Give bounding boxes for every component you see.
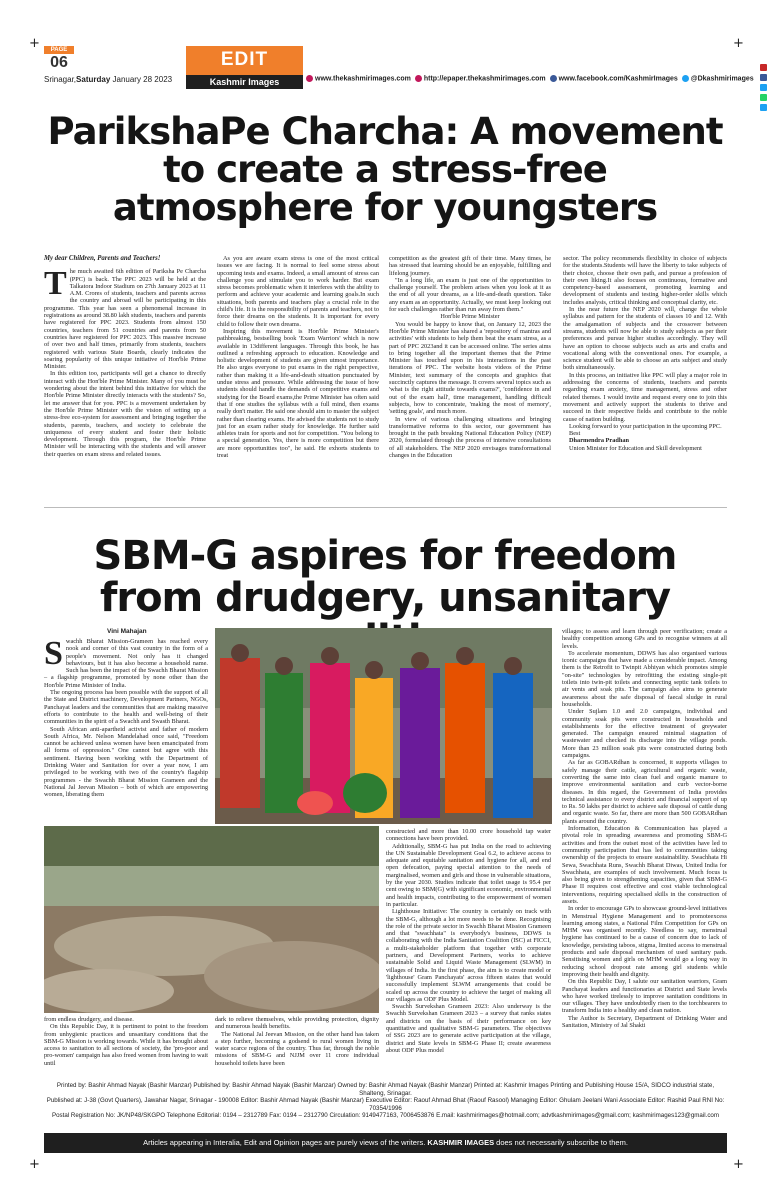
article1-author-title: Union Minister for Education and Skill development	[569, 444, 702, 452]
article1-paragraph: competition as the greatest gift of their time. Many times, he has stressed that learning should be an enjoyable, fulfilling and lifelong journey.	[389, 255, 551, 277]
twitter-link[interactable]: @Dkashmirimages	[682, 75, 754, 82]
article2-column-1-continued	[44, 1016, 208, 1067]
rally-crowd-photo	[44, 826, 379, 1013]
page-number-tag	[44, 46, 74, 72]
article2-headline: SBM-G aspires for freedom from drudgery, unsanitary	[93, 533, 677, 621]
article1-paragraph: The much awaited 6th edition of Pariksha Pe Charcha (PPC) is back. The PPC 2023 will be held at the Talkatora Indoor Stadium on 27th January 2023 at 11 A.M. Crores of students, teachers and parents across the country and abroad will be participating in this programme. This year has seen a phenomenal increase in registrations as around 38.80 lakh students, teachers and parents have registered for PPC 2023. Students from almost 150 countries, teachers from 51 countries and parents from 50 countries have registered for PPC 2023. This massive increase of over two and half times, primarily from students, teachers registered with various State Boards, clearly indicates the soaring popularity of this unique initiative of Hon'ble Prime Minister.	[44, 265, 206, 371]
dropcap: T	[44, 265, 67, 303]
whatsapp-icon[interactable]	[760, 94, 767, 101]
imprint-line-3: Postal Registration No: JK/NP48/SKGPO Telephone Editorial: 0194 – 2312789 Fax: 0194 – 2312790 Circulation: 9149477163, 7006453876 E.mail: kashmirimages@hotmail.com; advtkashmirimages@gmail.com; kashmirimages123@gmail.com	[51, 1112, 720, 1119]
epaper-link[interactable]: http://epaper.thekashmirimages.com	[415, 75, 546, 82]
article1-paragraph: You would be happy to know that, on January 12, 2023 the Hon'ble Prime Minister has shared a 'repository of mantras and activities' with students to help them beat the exam stress, as a part of PPC 2023and it can be accessed online. The series aims to bring together all the important themes that the Prime Minister has touched upon in his interactions in the past iterations of PPC. The website hosts videos of the Prime Minister, text summary of the concepts and graphics that succinctly captures the message. It covers several topics such as 'what is the right attitude towards exams?', 'confidence in and out of the exam hall', time management, handling difficult subjects, how to concentrate, 'making the most of memory', 'setting goals', and much more.	[389, 320, 551, 416]
imprint-line-2: Published at: J-38 (Govt Quarters), Jawahar Nagar, Srinagar - 190008 Editor: Bashir Ahmad Nayak (Bashir Manzar) Executive Editor: Raouf Ahmad Bhat (Raouf Rasool) Managing Editor: Ghulam Jeelani Wani Associate Editor: Rashid Paul RNI No: 70354/1996	[46, 1097, 725, 1112]
article2-paragraph: from endless drudgery, and disease.	[44, 1016, 134, 1023]
article2-paragraph: constructed and more than 10.00 crore household tap water connections have been provided.	[386, 828, 551, 843]
article2-paragraph: Additionally, SBM-G has put India on the road to achieving the UN Sustainable Development Goal 6.2, to achieve access to adequate and equitable sanitation and hygiene for all, and end open defecation, paying special attention to the needs of marginalised, women and girls and those in vulnerable situations, by the year 2030. Studies indicate that toilet usage is 95.4 per cent owing to SBM(G) with significant economic, environmental and health impacts, contributing to the empowerment of women in particular.	[386, 842, 551, 908]
page-number: 06	[50, 54, 68, 71]
section-banner	[186, 46, 303, 89]
masthead-links	[306, 75, 754, 82]
globe-icon	[306, 75, 313, 82]
article1-column-1	[44, 255, 206, 458]
dateline-city: Srinagar,	[44, 75, 77, 84]
article2-column-4	[562, 628, 727, 1029]
article2-paragraph: As far as GOBARdhan is concerned, it supports villages to safely manage their cattle, agricultural and organic waste, converting the same into clean fuel and organic manure to improve environmental sanitation and curb vector-borne diseases. In this regard, the Government of India provides technical assistance to every district and financial support of up to Rs. 50 lakhs per district to achieve safe disposal of cattle dung and organic waste. So far, there are more than 500 GOBARdhan plants around the country.	[562, 759, 727, 825]
facebook-link[interactable]: www.facebook.com/KashmirImages	[550, 75, 678, 82]
imprint-footer	[44, 1082, 727, 1120]
article2-paragraph: In order to encourage GPs to showcase ground-level initiatives in Menstrual Hygiene Management and to promoteexcess learning among states, a National Film Competition for GPs on MHM was organised recently. Needless to say, menstrual hygiene has continued to be a cause of concern due to lack of knowledge, persisting taboos, stigma, limited access to menstrual products and safe disposal mechanism of used sanitary pads. Sensitising women and girls on MHM would go a long way in reducing school dropout rate among girl students while improving their health and dignity.	[562, 905, 727, 978]
women-group-photo	[215, 628, 552, 824]
crop-mark: +	[733, 1157, 744, 1172]
women-group-illustration	[215, 628, 552, 824]
article1-paragraph: Inspiring this movement is Hon'ble Prime Minister's pathbreaking, bestselling book 'Exam Warriors' which is now available in 13different languages. Through this book, he has outlined a refreshing approach to education. Knowledge and holistic development of students are given utmost importance. He also urges everyone to put exams in the right perspective, rather than making it a life-and-death situation punctuated by undue stress and pressure. While addressing the issue of how students should handle the demands of competitive exams and studying for the Board exams,the Prime Minister has often said that if one studies the syllabus with a full mind, then exams really don't matter. He said one should aim to master the subject rather than clearing exams. He advised the students not to study just for an exam rather study for knowledge. He further said athletes train for sports and not for competition. "You belong to a special generation. Yes, there is more competition but there are more opportunities too", he said. He exhorts students to treat	[217, 327, 379, 460]
article1-paragraph: In the near future the NEP 2020 will, change the whole syllabus and pattern for the students of classes 10 and 12. With the amalgamation of subjects and the crossover between streams, students will now be able to study subjects as per their preferences and pursue higher studies accordingly. They will have an option to choose subjects such as arts and crafts and vocational along with the conventional ones. For example, a science student will be able to choose an arts subject and study both simultaneously.	[563, 306, 727, 372]
article1-author: Dharmendra Pradhan	[569, 437, 629, 445]
article2-column-2	[215, 1016, 379, 1067]
facebook-icon	[550, 75, 557, 82]
article2-paragraph: Under Sujlam 1.0 and 2.0 campaigns, individual and community soak pits were constructed in households and establishments for the effective treatment of greywater generated. The campaign ensured minimal stagnation of wastewater and checked its discharge into the village ponds. More than 23 million soak pits were constructed during both campaigns.	[562, 708, 727, 760]
article2-paragraph: South African anti-apartheid activist and father of modern South Africa, Mr. Nelson Mandelahad once said, "Freedom cannot be achieved unless women have been emancipated from all forms of oppression." One cannot but agree with this sentiment. Having been working with the Department of Drinking Water and Sanitation for over a year now, I am privileged to be working with two of the country's flagship programmes - the Swachh Bharat Mission Grameen and the National Jal Jeevan Mission – both of which are empowering women, liberating them	[44, 725, 208, 799]
article2-paragraph: To accelerate momentum, DDWS has also organised various iconic campaigns that have made a considerable impact. Among them is the Retrofit to Twinpit Abhiyan which promotes simple "on-site" technologies by retrofitting the existing single-pit toilets into twin-pit toilets and connecting septic tank toilets to air vents and soak pits. The campaign also aims to generate awareness about the safe disposal of faecal sludge in rural households.	[562, 649, 727, 708]
article1-closing: Best	[569, 430, 581, 438]
article2-paragraph: On this Republic Day, I salute our sanitation warriors, Gram Panchayat leaders and functionaries at District and State levels who have worked tirelessly to improve sanitation conditions in our villages. They have undoubtedly risen to the torchbearers to transform India into a healthy and clean nation.	[562, 978, 727, 1015]
disclaimer-band	[44, 1133, 727, 1153]
crop-mark: +	[733, 36, 744, 51]
globe-icon	[415, 75, 422, 82]
twitter-icon	[682, 75, 689, 82]
telegram-icon[interactable]	[760, 104, 767, 111]
article2-paragraph: Lighthouse Initiative: The country is certainly on track with the SBM-G, although a lot more needs to be done. Recognising the role of the private sector in Swachh Bharat Mission Grameen and that "swachhata" is everybody's business, DDWS is collaborating with the India Sanitation Coalition (ISC) at FICCI, a multi-stakeholder platform that together with corporate partners, and Development Partners, works to achieve sustainable Solid and Liquid Waste Management (SLWM) in villages of India. In the first phase, the aim is to create model or 'lighthouse' Gram Panchayats' across fifteen states that would successfully implement SLWM arrangements that could be scaled up across the country to achieve the target of making all our villages as ODF Plus Model.	[386, 908, 551, 1003]
article2-paragraph: Information, Education & Communication has played a pivotal role in spreading awareness and promoting SBM-G activities and from the outset most of the activities have led to community participation that has led to communities taking ownership of the projects to ensure sustainability. Swachhata Hi Sewa, Swachhata Runs, Swachh Bharat Diwas, United India for Swachhata, are examples of such involvement. Much focus is also being given to strengthening capacities, given that SBM-G Phase II requires cost effective and cost viable technological interventions, requiring specialised skills in the construction of assets.	[562, 825, 727, 905]
article1-paragraph: Looking forward to your participation in the upcoming PPC.	[569, 422, 722, 430]
mail-icon[interactable]	[760, 64, 767, 71]
dateline-day: Saturday	[76, 75, 111, 84]
article1-column-4	[563, 255, 727, 452]
article2-byline: Vini Mahajan	[107, 628, 147, 635]
article2-column-3	[386, 828, 551, 1054]
article1-paragraph: In this process, an initiative like PPC will play a major role in addressing the concerns of students, teachers and parents regarding exam anxiety, time management, stress and other related themes. I would invite and request every one to join this movement and actively support the students to thrive and succeed in their respective fields and contribute to the noble cause of nation building.	[563, 371, 727, 423]
article1-headline: ParikshaPe Charcha: A movement to create a stress-free atmosphere for youngsters	[47, 110, 723, 229]
website-link[interactable]: www.thekashmirimages.com	[306, 75, 411, 82]
article2-author-note: The Author is Secretary, Department of Drinking Water and Sanitation, Ministry of Jal Shakti	[562, 1014, 727, 1030]
article1-column-3	[389, 255, 551, 459]
article1-paragraph: sector. The policy recommends flexibility in choice of subjects for the students.Students will have the liberty to take subjects of their choice, choose their own path, and pursue a profession of their own liking.It also focuses on continuous, formative and competency-based assessment, promoting learning and development of students and testing higher-order skills which includes analysis, critical thinking and conceptual clarity, etc.	[563, 255, 727, 306]
section-divider	[44, 507, 727, 508]
article1-paragraph: As you are aware exam stress is one of the most critical issues we are facing. It is normal to feel some stress about upcoming tests and exams. Indeed, a small amount of stress can challenge you and stimulate you to work harder. But exam stress becomes problematic when it interferes with the ability to perform and achieve your academic and learning goals.In such situations, both parents and teachers play a crucial role in the child's life. It is the responsibility of parents and teachers, not to force their dreams on the students. It is important for every child to follow their own dreams.	[217, 255, 379, 328]
article2-paragraph: dark to relieve themselves, while providing protection, dignity and numerous health benefits.	[215, 1016, 379, 1031]
crop-mark: +	[29, 1157, 40, 1172]
crop-mark: +	[29, 36, 40, 51]
article2-paragraph: villages; to assess and learn through peer verification; create a healthy competition among GPs and to recognise winners at all levels.	[562, 628, 727, 650]
article2-paragraph: Swachh Survekshan Grameen 2023: Also underway is the Swachh Survekshan Grameen 2023 – a survey that ranks states and districts on the basis of their performance on key quantitative and qualitative SBM-G parameters. The objectives of SSG 2023 are to generate active participation at the village, district and State levels in SBM-G Phase II; create awareness about ODF Plus model	[386, 1003, 551, 1054]
disclaimer-brand: KASHMIR IMAGES	[427, 1138, 495, 1147]
article1-quote: "In a long life, an exam is just one of the opportunities to challenge yourself. The problem arises when you look at it as the end of all your dreams, as a life-and-death question. Take any exam as an opportunity. Actually, we must keep looking out for such challenges rather than run away from them."	[389, 276, 551, 314]
article2-paragraph: The National Jal Jeevan Mission, on the other hand has taken a step further, becoming a godsend to rural women living in water scarce regions of the country. Thus far, through the noble missions of SBM-G and NJJM over 11 crore individual household toilets have been	[215, 1030, 379, 1067]
twitter-icon[interactable]	[760, 84, 767, 91]
article1-column-2	[217, 255, 379, 459]
page-label: PAGE	[44, 46, 74, 54]
article2-paragraph: The ongoing process has been possible with the support of all the State and District machinery, Development Partners, NGOs, Panchayat leaders and the communities that are making massive efforts to contribute to the health and well-being of their communities in the spirit of a Swachh and Swasth Bharat.	[44, 689, 208, 726]
imprint-line-1: Printed by: Bashir Ahmad Nayak (Bashir Manzar) Published by: Bashir Ahmad Nayak (Bashir Manzar) Owned by: Bashir Ahmad Nayak (Bashir Manzar) Printed at: Kashmir Images Printing and Publishing House 15/A, SIDCO industrial state, Shalteng, Srinagar.	[56, 1082, 715, 1097]
article1-intro: My dear Children, Parents and Teachers!	[44, 255, 161, 262]
dateline-date: January 28 2023	[112, 75, 173, 84]
paper-name: Kashmir Images	[186, 75, 303, 89]
rally-crowd-illustration	[44, 826, 379, 1013]
disclaimer-end: does not necessarily subscribe to them.	[496, 1138, 628, 1147]
article1-quote-attribution: Hon'ble Prime Minister	[440, 313, 500, 321]
section-title: EDIT	[220, 49, 269, 70]
article1-paragraph: In view of various challenging situations and bringing transformative reforms to this sector, our government has brought in the path breaking National Education Policy (NEP) 2020, formulated through the process of intensive consultations of all stakeholders. The NEP 2020 envisages transformational changes in the Education	[389, 415, 551, 460]
disclaimer-text: Articles appearing in Interalia, Edit and Opinion pages are purely views of the writers.	[143, 1138, 426, 1147]
article2-paragraph: On this Republic Day, it is pertinent to point to the freedom from unhygienic practices and unsanitary conditions that the SBM-G Mission is working towards. While it has brought about access to sanitation to all sections of society, the 'pro-poor and pro-women' campaign has also freed women from having to wait until	[44, 1023, 208, 1067]
side-share-icons	[760, 64, 768, 114]
dateline	[44, 75, 172, 84]
article2-column-1	[44, 635, 208, 799]
article1-paragraph: In this edition too, participants will get a chance to directly interact with the Hon'ble Prime Minister. Many of you must be wondering about the intent behind this initiative for which the Hon'ble Prime Minister directly interacts with the students? So, let me answer that for you. PPC is a movement undertaken by the Hon'ble Prime Minister with the vision of setting up a stress-free eco-system for assessment and bringing together the students, parents, teachers, and society to celebrate the uniqueness of every student and foster their holistic development. Through this program, the Hon'ble Prime Minister will be interacting with the students and will answer their queries on exam stress and related issues.	[44, 370, 206, 458]
dropcap: S	[44, 635, 63, 672]
article2-paragraph: Swachh Bharat Mission-Grameen has reached every nook and corner of this vast country in the form of a people's movement. Not only has it changed behaviours, but it has also become a household name. Such has been the impact of the Swachh Bharat Mission – a flagship programme, promoted by none other than the Hon'ble Prime Minister of India.	[44, 635, 208, 689]
facebook-icon[interactable]	[760, 74, 767, 81]
